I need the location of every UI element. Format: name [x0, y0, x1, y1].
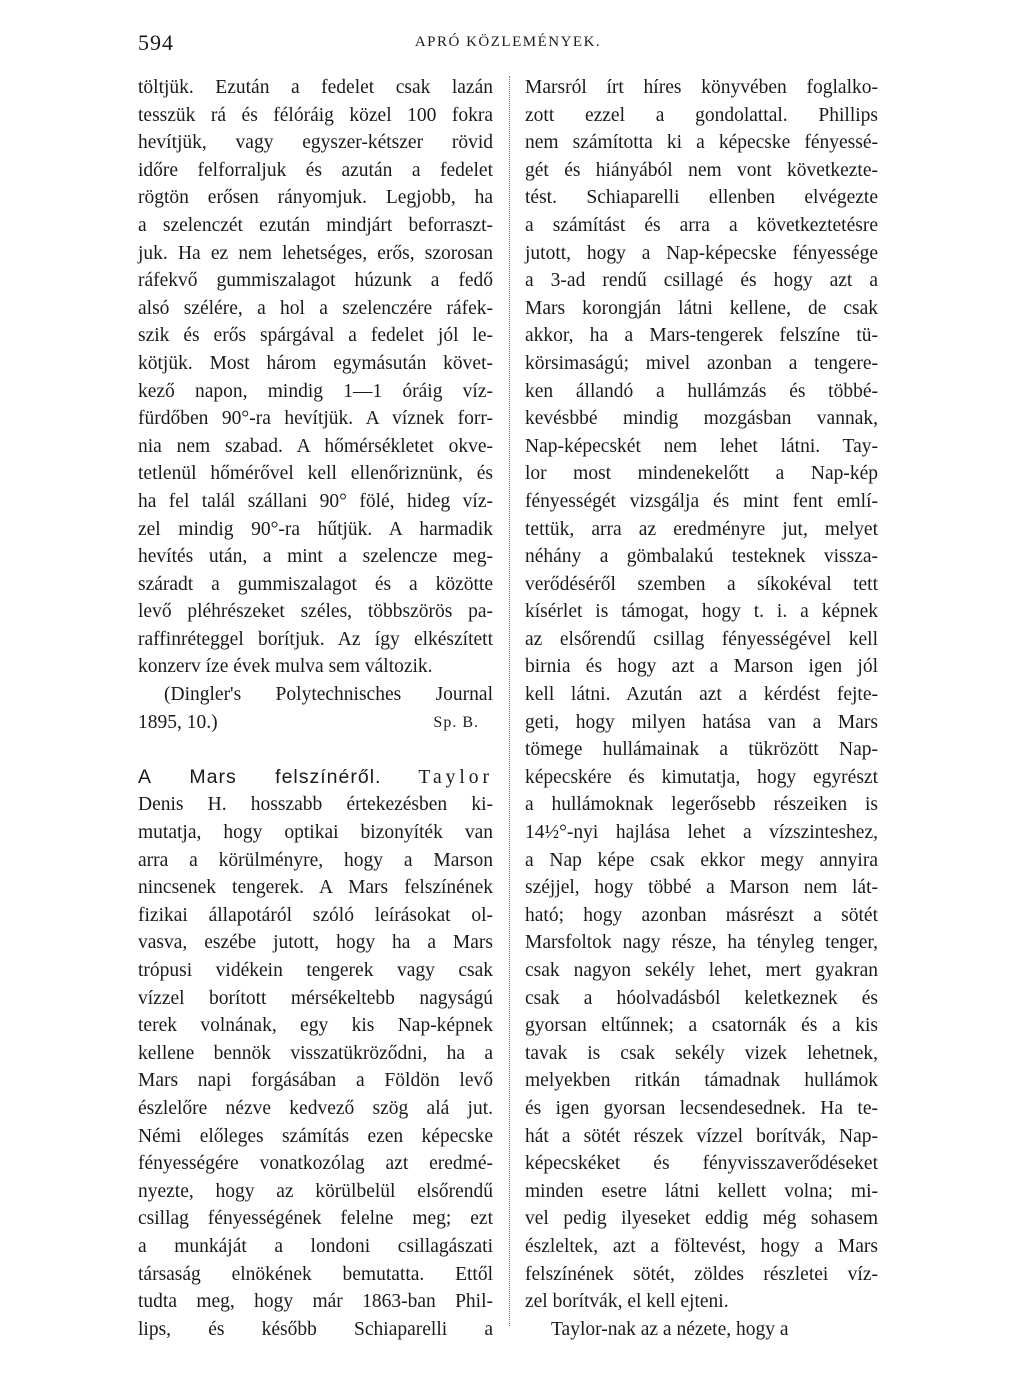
text-line: fényességét vizsgálja és mint fent emlí- [525, 490, 878, 512]
text-line: időre felforraljuk és azután a fedelet [138, 159, 493, 181]
text-line: geti, hogy milyen hatása van a Mars [525, 711, 878, 733]
text-line: birnia és hogy azt a Marson igen jól [525, 656, 878, 678]
text-line: melyekben ritkán támadnak hullámok [525, 1070, 878, 1092]
citation-year: 1895, 10.) [138, 711, 218, 733]
text-line: csillag fényességének felelne meg; ezt [138, 1208, 493, 1230]
text-line: az elsőrendű csillag fényességével kell [525, 628, 878, 650]
text-line: Némi előleges számítás ezen képecske [138, 1125, 493, 1147]
text-line: tudta meg, hogy már 1863-ban Phil- [138, 1291, 493, 1313]
text-line: verődéséről szemben a síkokéval tett [525, 573, 878, 595]
article-title: A Mars felszínéről. [138, 765, 382, 788]
text-line: a Nap képe csak ekkor megy annyira [525, 849, 878, 871]
text-line: gét és hiányából nem vont következte- [525, 159, 878, 181]
text-line: társaság elnökének bemutatta. Ettől [138, 1263, 493, 1285]
citation-year-line [138, 709, 493, 737]
text-line: ráfekvő gummiszalagot húzunk a fedő [138, 270, 493, 292]
text-line: nia nem szabad. A hőmérsékletet okve- [138, 435, 493, 457]
text-line: kötjük. Most három egymásután követ- [138, 352, 493, 374]
text-line: raffinréteggel borítjuk. Az így elkészített [138, 628, 493, 650]
text-line: akkor, ha a Mars-tengerek felszíne tü- [525, 325, 878, 347]
right-final-line: Taylor-nak az a nézete, hogy a [551, 1318, 789, 1340]
text-line: Denis H. hosszabb értekezésben ki- [138, 794, 493, 816]
text-line: nem számította ki a képecske fényessé- [525, 132, 878, 154]
text-line: észlelőre nézve kedvező szög alá jut. [138, 1097, 493, 1119]
text-line: juk. Ha ez nem lehetséges, erős, szorosan [138, 242, 493, 264]
text-line: kező napon, mindig 1—1 óráig víz- [138, 380, 493, 402]
left-paragraph-lines [138, 74, 493, 681]
text-line: fizikai állapotáról szóló leírásokat ol- [138, 904, 493, 926]
text-line: töltjük. Ezután a fedelet csak lazán [138, 77, 493, 98]
text-line: a 3-ad rendű csillagé és hogy azt a [525, 270, 878, 292]
running-head: APRÓ KÖZLEMÉNYEK. [414, 34, 602, 50]
text-line: alsó szélére, a hol a szelenczére ráfek- [138, 297, 493, 319]
text-line: kell látni. Azután azt a kérdést fejte- [525, 684, 878, 706]
text-line: 14½°-nyi hajlása lehet a vízszinteshez, [525, 822, 878, 844]
text-line: kísérlet is támogat, hogy t. i. a képnek [525, 601, 878, 623]
text-line: zel mindig 90°-ra hűtjük. A harmadik [138, 518, 493, 540]
text-line: hevítés után, a mint a szelencze meg- [138, 546, 493, 568]
text-line: levő pléhrészeket széles, többszörös pa- [138, 601, 493, 623]
text-line: felszínének sötét, zöldes részletei víz- [525, 1263, 878, 1285]
text-line: körsimaságú; mivel azonban a tengere- [525, 352, 878, 374]
text-line: minden esetre látni kellett volna; mi- [525, 1180, 878, 1202]
text-line: jutott, hogy a Nap-képecske fényessége [525, 242, 878, 264]
text-line: Mars napi forgásában a Földön levő [138, 1070, 493, 1092]
right-paragraph-lines [525, 74, 878, 1316]
text-line: szik és erős spárgával a fedelet jól le- [138, 325, 493, 347]
text-line: a szelenczét ezután mindjárt beforraszt- [138, 214, 493, 236]
text-line: Marsról írt híres könyvében foglalko- [525, 77, 878, 98]
text-line: kevésbbé mindig mozgásban vannak, [525, 408, 878, 430]
text-line: Mars korongján látni kellene, de csak [525, 297, 878, 319]
text-line: a számítást és arra a következtetésre [525, 214, 878, 236]
section-gap [138, 736, 493, 764]
text-line: tetlenül hőmérővel kell ellenőriznünk, és [138, 463, 493, 485]
text-line: mutatja, hogy optikai bizonyíték van [138, 822, 493, 844]
text-line: képecskére és kimutatja, hogy egyrészt [525, 766, 878, 788]
text-line: vasva, eszébe jutott, hogy ha a Mars [138, 932, 493, 954]
text-line: a munkáját a londoni csillagászati [138, 1235, 493, 1257]
text-line: arra a körülményre, hogy a Marson [138, 849, 493, 871]
citation-line: (Dingler's Polytechnisches Journal [164, 684, 493, 706]
text-line: csak a hóolvadásból keletkeznek és [525, 987, 878, 1009]
text-line: gyorsan eltűnnek; a csatornák és a kis [525, 1015, 878, 1037]
article-lines [138, 791, 493, 1343]
text-line: zott ezzel a gondolattal. Phillips [525, 104, 878, 126]
text-line: ha fel talál szállani 90° fölé, hideg víz- [138, 490, 493, 512]
text-line: lips, és később Schiaparelli a [138, 1318, 493, 1340]
text-line: Marsfoltok nagy része, ha tényleg tenger, [525, 932, 878, 954]
article-heading-line [138, 764, 493, 792]
text-line: csak nagyon sekély lehet, mert gyakran [525, 960, 878, 981]
text-line: nyezte, hogy az körülbelül elsőrendű [138, 1180, 493, 1202]
text-line: konzerv íze évek mulva sem változik. [138, 656, 433, 678]
text-line: képecskéket és fényvisszaverődéseket [525, 1153, 878, 1175]
text-line: lor most mindenekelőtt a Nap-kép [525, 463, 878, 485]
text-line: vízzel borított mérsékeltebb nagyságú [138, 987, 493, 1009]
text-line: széjjel, hogy többé a Marson nem lát- [525, 877, 878, 899]
text-line: ken állandó a hullámzás és többé- [525, 380, 878, 402]
left-column [138, 74, 493, 1343]
text-line: és igen gyorsan lecsendesednek. Ha te- [525, 1097, 878, 1119]
text-line: vel pedig ilyeseket eddig még sohasem [525, 1208, 878, 1230]
text-line: hevítjük, vagy egyszer-kétszer rövid [138, 132, 493, 154]
text-line: rögtön erősen rányomjuk. Legjobb, ha [138, 187, 493, 209]
text-line: Nap-képecskét nem lehet látni. Tay- [525, 435, 878, 457]
text-line: tesszük rá és félóráig közel 100 fokra [138, 104, 493, 126]
text-line: fürdőben 90°-ra hevítjük. A víznek forr- [138, 408, 493, 430]
text-line: tömege hullámainak a tükrözött Nap- [525, 739, 878, 761]
text-line: észleltek, azt a föltevést, hogy a Mars [525, 1235, 878, 1257]
text-line: tést. Schiaparelli ellenben elvégezte [525, 187, 878, 209]
text-line: a hullámoknak legerősebb részeiken is [525, 794, 878, 816]
text-line: kellene bennök visszatükröződni, ha a [138, 1042, 493, 1064]
text-line: ható; hogy azonban másrészt a sötét [525, 904, 878, 926]
text-line: tavak is csak sekély vizek lehetnek, [525, 1042, 878, 1064]
author-signature: Sp. B. [433, 713, 479, 731]
text-line: trópusi vidékein tengerek vagy csak [138, 960, 493, 981]
column-divider [509, 76, 511, 1326]
right-column [525, 74, 878, 1343]
text-line: hát a sötét részek vízzel borítvák, Nap- [525, 1125, 878, 1147]
text-line: nincsenek tengerek. A Mars felszínének [138, 877, 493, 899]
article-author: Taylor [418, 766, 494, 788]
page-header [138, 30, 878, 62]
text-line: zel borítvák, el kell ejteni. [525, 1291, 729, 1313]
text-line: terek volnának, egy kis Nap-képnek [138, 1015, 493, 1037]
text-line: száradt a gummiszalagot és a közötte [138, 573, 493, 595]
text-line: fényességére vonatkozólag azt eredmé- [138, 1153, 493, 1175]
text-line: néhány a gömbalakú testeknek vissza- [525, 546, 878, 568]
page-number: 594 [138, 30, 174, 55]
text-line: tettük, arra az eredményre jut, melyet [525, 518, 878, 540]
